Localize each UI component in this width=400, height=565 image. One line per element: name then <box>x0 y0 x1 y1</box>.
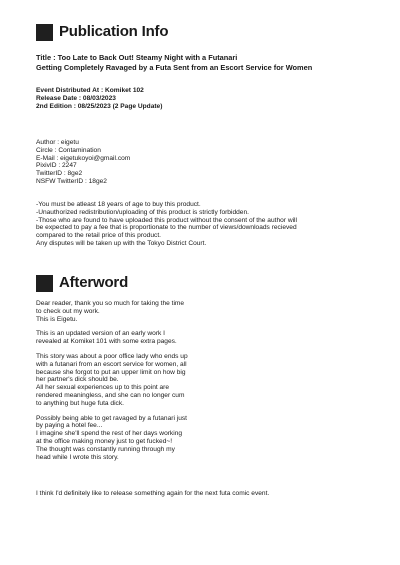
afterword-line: All her sexual experiences up to this point are <box>36 384 170 392</box>
afterword-heading <box>36 274 128 292</box>
heading-block-icon <box>36 275 53 292</box>
credit-line: E-Mail : eigetukoyoi@gmail.com <box>36 154 131 162</box>
afterword-line: This is Eigetu. <box>36 315 78 323</box>
afterword-line: at the office making money just to get fucked~! <box>36 437 173 445</box>
notice-line: Any disputes will be taken up with the Tokyo District Court. <box>36 239 207 247</box>
notice-line: -Those who are found to have uploaded this product without the consent of the author will <box>36 216 297 224</box>
afterword-paragraph <box>36 330 376 346</box>
afterword-line: head while I wrote this story. <box>36 453 119 461</box>
afterword-line: Dear reader, thank you so much for taking the time <box>36 300 185 307</box>
release-date-line: Release Date : 08/03/2023 <box>36 94 116 102</box>
heading-block-icon <box>36 24 53 41</box>
afterword-line: This is an updated version of an early work I <box>36 330 166 338</box>
legal-notices <box>36 201 376 248</box>
credit-line: NSFW TwitterID : 18ge2 <box>36 177 107 185</box>
afterword-line: rendered meaningless, and she can no longer cum <box>36 391 185 399</box>
title-line: Title : Too Late to Back Out! Steamy Night with a Futanari <box>36 53 238 62</box>
afterword-paragraph <box>36 415 376 462</box>
afterword-paragraph <box>36 300 376 323</box>
afterword-line: because she forgot to put an upper limit on how big <box>36 368 186 376</box>
notice-line: -You must be atleast 18 years of age to buy this product. <box>36 201 201 208</box>
credit-line: Author : eigetu <box>36 139 79 146</box>
publication-info-heading-label: Publication Info <box>59 23 169 40</box>
afterword-line: to check out my work. <box>36 307 100 315</box>
afterword-line: The thought was constantly running through my <box>36 445 175 453</box>
afterword-heading-label: Afterword <box>59 274 129 291</box>
credit-line: Circle : Contamination <box>36 146 101 154</box>
event-line: Event Distributed At : Komiket 102 <box>36 87 144 94</box>
publication-info-heading <box>36 23 168 41</box>
afterword-paragraph <box>36 353 376 408</box>
release-dates <box>36 87 376 110</box>
notice-line: compared to the retail price of this product. <box>36 232 161 240</box>
afterword-line: by paying a hotel fee... <box>36 422 103 430</box>
publication-title <box>36 53 376 73</box>
afterword-closing: I think I'd definitely like to release something again for the next futa comic event. <box>36 490 270 497</box>
afterword-body <box>36 300 376 468</box>
credit-line: TwitterID : 8ge2 <box>36 170 83 178</box>
author-credits <box>36 139 376 186</box>
afterword-line: to anything but huge futa dick. <box>36 399 124 407</box>
afterword-line: her partner's dick should be. <box>36 376 119 384</box>
afterword-line: I imagine she'll spend the rest of her days working <box>36 430 183 438</box>
notice-line: -Unauthorized redistribution/uploading of this product is strictly forbidden. <box>36 208 249 216</box>
second-edition-line: 2nd Edition : 08/25/2023 (2 Page Update) <box>36 102 163 110</box>
notice-line: be expected to pay a fee that is proportionate to the number of views/downloads recieved <box>36 224 297 232</box>
credit-line: PixivID : 2247 <box>36 162 77 170</box>
afterword-line: This story was about a poor office lady who ends up <box>36 352 188 360</box>
title-line: Getting Completely Ravaged by a Futa Sent from an Escort Service for Women <box>36 63 313 72</box>
afterword-line: revealed at Komiket 101 with some extra pages. <box>36 338 177 346</box>
afterword-line: Possibly being able to get ravaged by a futanari just <box>36 414 188 422</box>
afterword-line: with a futanari from an escort service for women, all <box>36 360 187 368</box>
